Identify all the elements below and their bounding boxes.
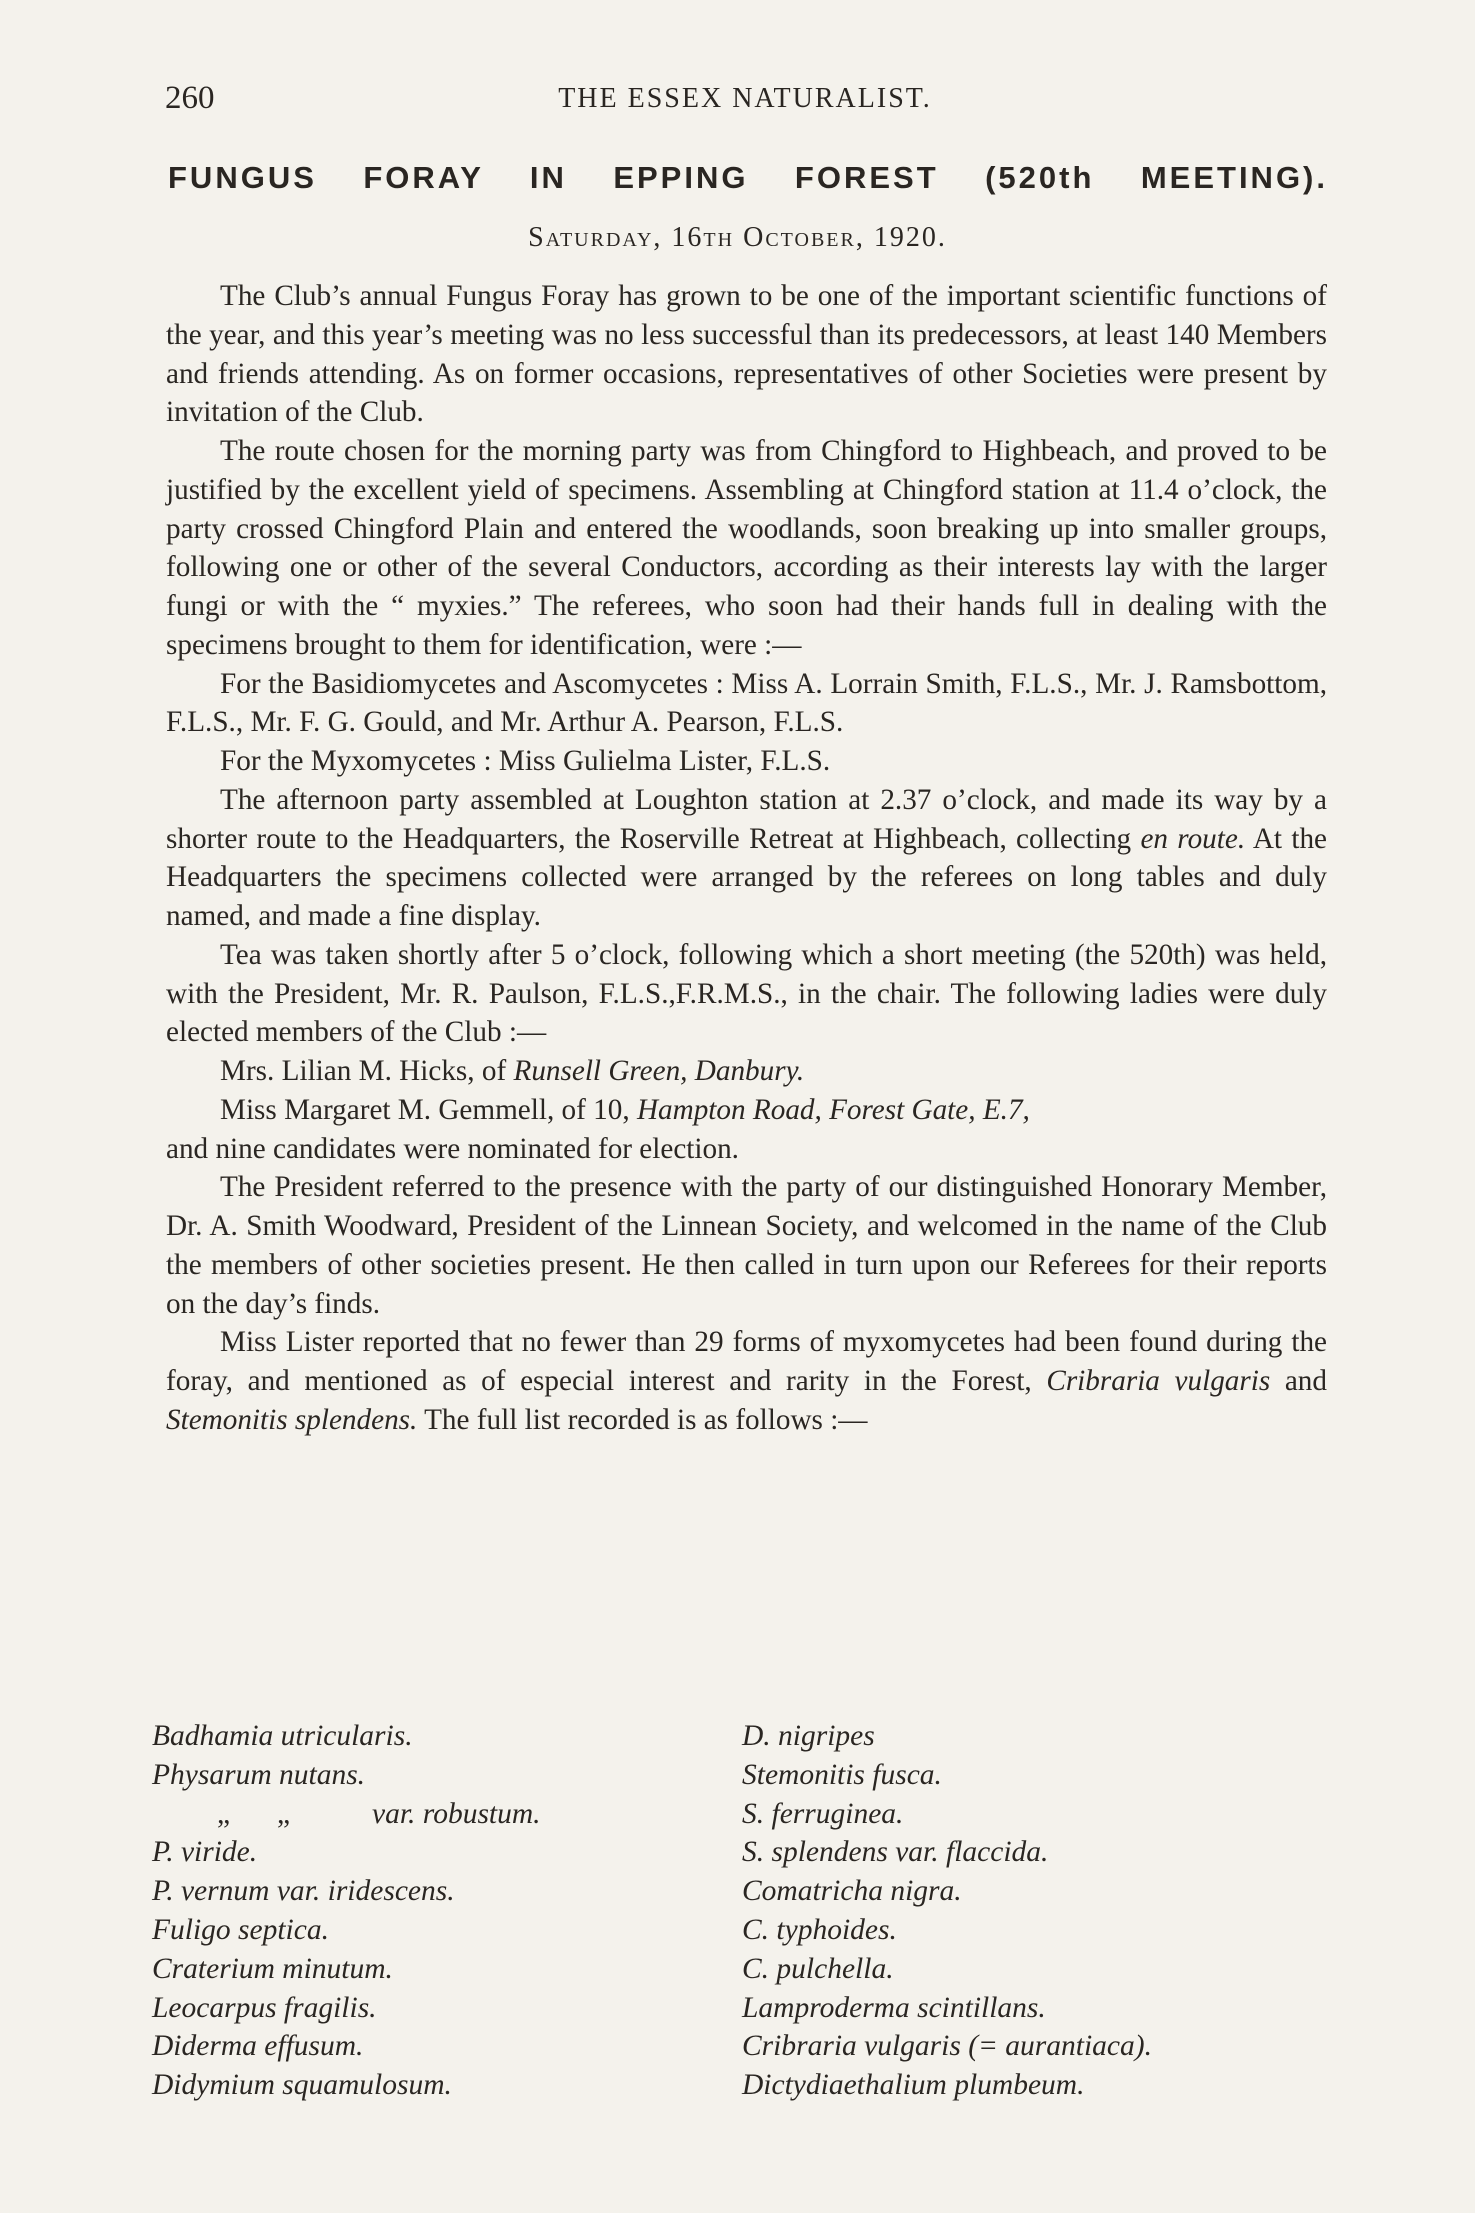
member-hicks-address: Runsell Green, Danbury.: [513, 1055, 805, 1087]
myxomycetes-species-list: [152, 1717, 1332, 2117]
paragraph-tea-meeting: Tea was taken shortly after 5 o’clock, following which a short meeting (the 520th) was held, with the President, Mr. R. Paulson, F.L.S.,F.R.M.S., in the chair. The following ladies were duly elected members of the Club :—: [166, 938, 1327, 1049]
ditto-mark: „: [217, 1797, 231, 1830]
species-item: Physarum nutans.: [152, 1758, 366, 1791]
variety-name: var. robustum.: [372, 1797, 541, 1830]
lister-report-closing: The full list recorded is as follows :—: [417, 1403, 868, 1436]
species-item: Diderma effusum.: [152, 2030, 364, 2063]
page-number: 260: [165, 80, 215, 116]
species-item: S. ferruginea.: [742, 1797, 904, 1830]
afternoon-text: The afternoon party assembled at Loughton station at 2.37 o’clock, and made its way by a shorter route to the Headquarters, the Roserville Retreat at Highbeach, collecting: [166, 783, 1327, 855]
paragraph-member-hicks: [166, 1052, 1327, 1091]
en-route-italic: en route.: [1140, 822, 1246, 855]
paragraph-morning-route: The route chosen for the morning party was from Chingford to Highbeach, and proved to be justified by the excellent yield of specimens. Assembling at Chingford station at 11.4 o’clock, the party crossed Chingford Plain and entered the woodlands, soon breaking up into smaller groups, following one or other of the several Conductors, according as their interests lay with the larger fungi or with the “ myxies.” The referees, who soon had their hands full in dealing with the specimens brought to them for identification, were :—: [166, 435, 1327, 661]
paragraph-lister-report: [166, 1323, 1327, 1439]
species-item: D. nigripes: [742, 1720, 875, 1752]
species-item: Craterium minutum.: [152, 1952, 393, 1985]
species-item: Cribraria vulgaris (= aurantiaca).: [742, 2030, 1152, 2063]
ditto-mark: „: [277, 1797, 291, 1830]
journal-title: THE ESSEX NATURALIST.: [558, 83, 932, 114]
species-item: P. viride.: [152, 1836, 258, 1869]
paragraph-intro: The Club’s annual Fungus Foray has grown to be one of the important scientific functions of the year, and this year’s meeting was no less successful than its predecessors, at least 140 Members and friends attending. As on former occasions, representatives of other Societies were present by invitation of the Club.: [166, 280, 1327, 429]
species-item: Leocarpus fragilis.: [152, 1991, 377, 2024]
meeting-date: Saturday, 16th October, 1920.: [528, 222, 947, 253]
article-title: FUNGUS FORAY IN EPPING FOREST (520th MEETING).: [168, 160, 1328, 195]
paragraph-president-remarks: The President referred to the presence with the party of our distinguished Honorary Member, Dr. A. Smith Woodward, President of the Linnean Society, and welcomed in the name of the Club the members of other societies present. He then called in turn upon our Referees for their reports on the day’s finds.: [166, 1171, 1327, 1320]
species-item: Comatricha nigra.: [742, 1875, 962, 1908]
lister-report-and: and: [1270, 1365, 1327, 1397]
species-column-left: [152, 1717, 712, 2105]
member-hicks-name: Mrs. Lilian M. Hicks, of: [220, 1055, 514, 1087]
species-item: Fuligo septica.: [152, 1913, 329, 1946]
species-stemonitis-italic: Stemonitis splendens.: [166, 1403, 418, 1436]
running-head: [165, 80, 1325, 128]
species-item: Stemonitis fusca.: [742, 1758, 942, 1791]
article-body: [166, 277, 1327, 1440]
species-item: Badhamia utricularis.: [152, 1720, 413, 1752]
species-item: P. vernum var. iridescens.: [152, 1875, 455, 1908]
species-item: S. splendens var. flaccida.: [742, 1836, 1049, 1869]
species-column-right: [742, 1717, 1332, 2105]
species-item: C. typhoides.: [742, 1913, 897, 1946]
species-item: C. pulchella.: [742, 1952, 894, 1985]
species-cribraria-italic: Cribraria vulgaris: [1046, 1365, 1271, 1397]
member-gemmell-address: Hampton Road, Forest Gate, E.7,: [636, 1093, 1030, 1126]
species-item: Didymium squamulosum.: [152, 2069, 452, 2102]
species-item: Lamproderma scintillans.: [742, 1991, 1046, 2024]
species-item-ditto: [152, 1795, 712, 1834]
paragraph-member-gemmell: [166, 1091, 1327, 1130]
paragraph-myxomycetes-referee: For the Myxomycetes : Miss Gulielma Lister, F.L.S.: [220, 745, 831, 777]
paragraph-basidiomycetes-referees: For the Basidiomycetes and Ascomycetes : Miss A. Lorrain Smith, F.L.S., Mr. J. Ramsbottom, F.L.S., Mr. F. G. Gould, and Mr. Arthur A. Pearson, F.L.S.: [166, 667, 1327, 739]
member-gemmell-name: Miss Margaret M. Gemmell, of 10,: [220, 1093, 637, 1126]
species-item: Dictydiaethalium plumbeum.: [742, 2069, 1085, 2102]
paragraph-afternoon-party: [166, 781, 1327, 936]
paragraph-nominations: and nine candidates were nominated for election.: [166, 1132, 739, 1165]
lister-report-text: Miss Lister reported that no fewer than 29 forms of myxomycetes had been found during the foray, and mentioned as of especial interest and rarity in the Forest,: [166, 1326, 1327, 1397]
afternoon-text-continued: At the Headquarters the specimens collected were arranged by the referees on long tables and duly named, and made a fine display.: [166, 822, 1327, 932]
